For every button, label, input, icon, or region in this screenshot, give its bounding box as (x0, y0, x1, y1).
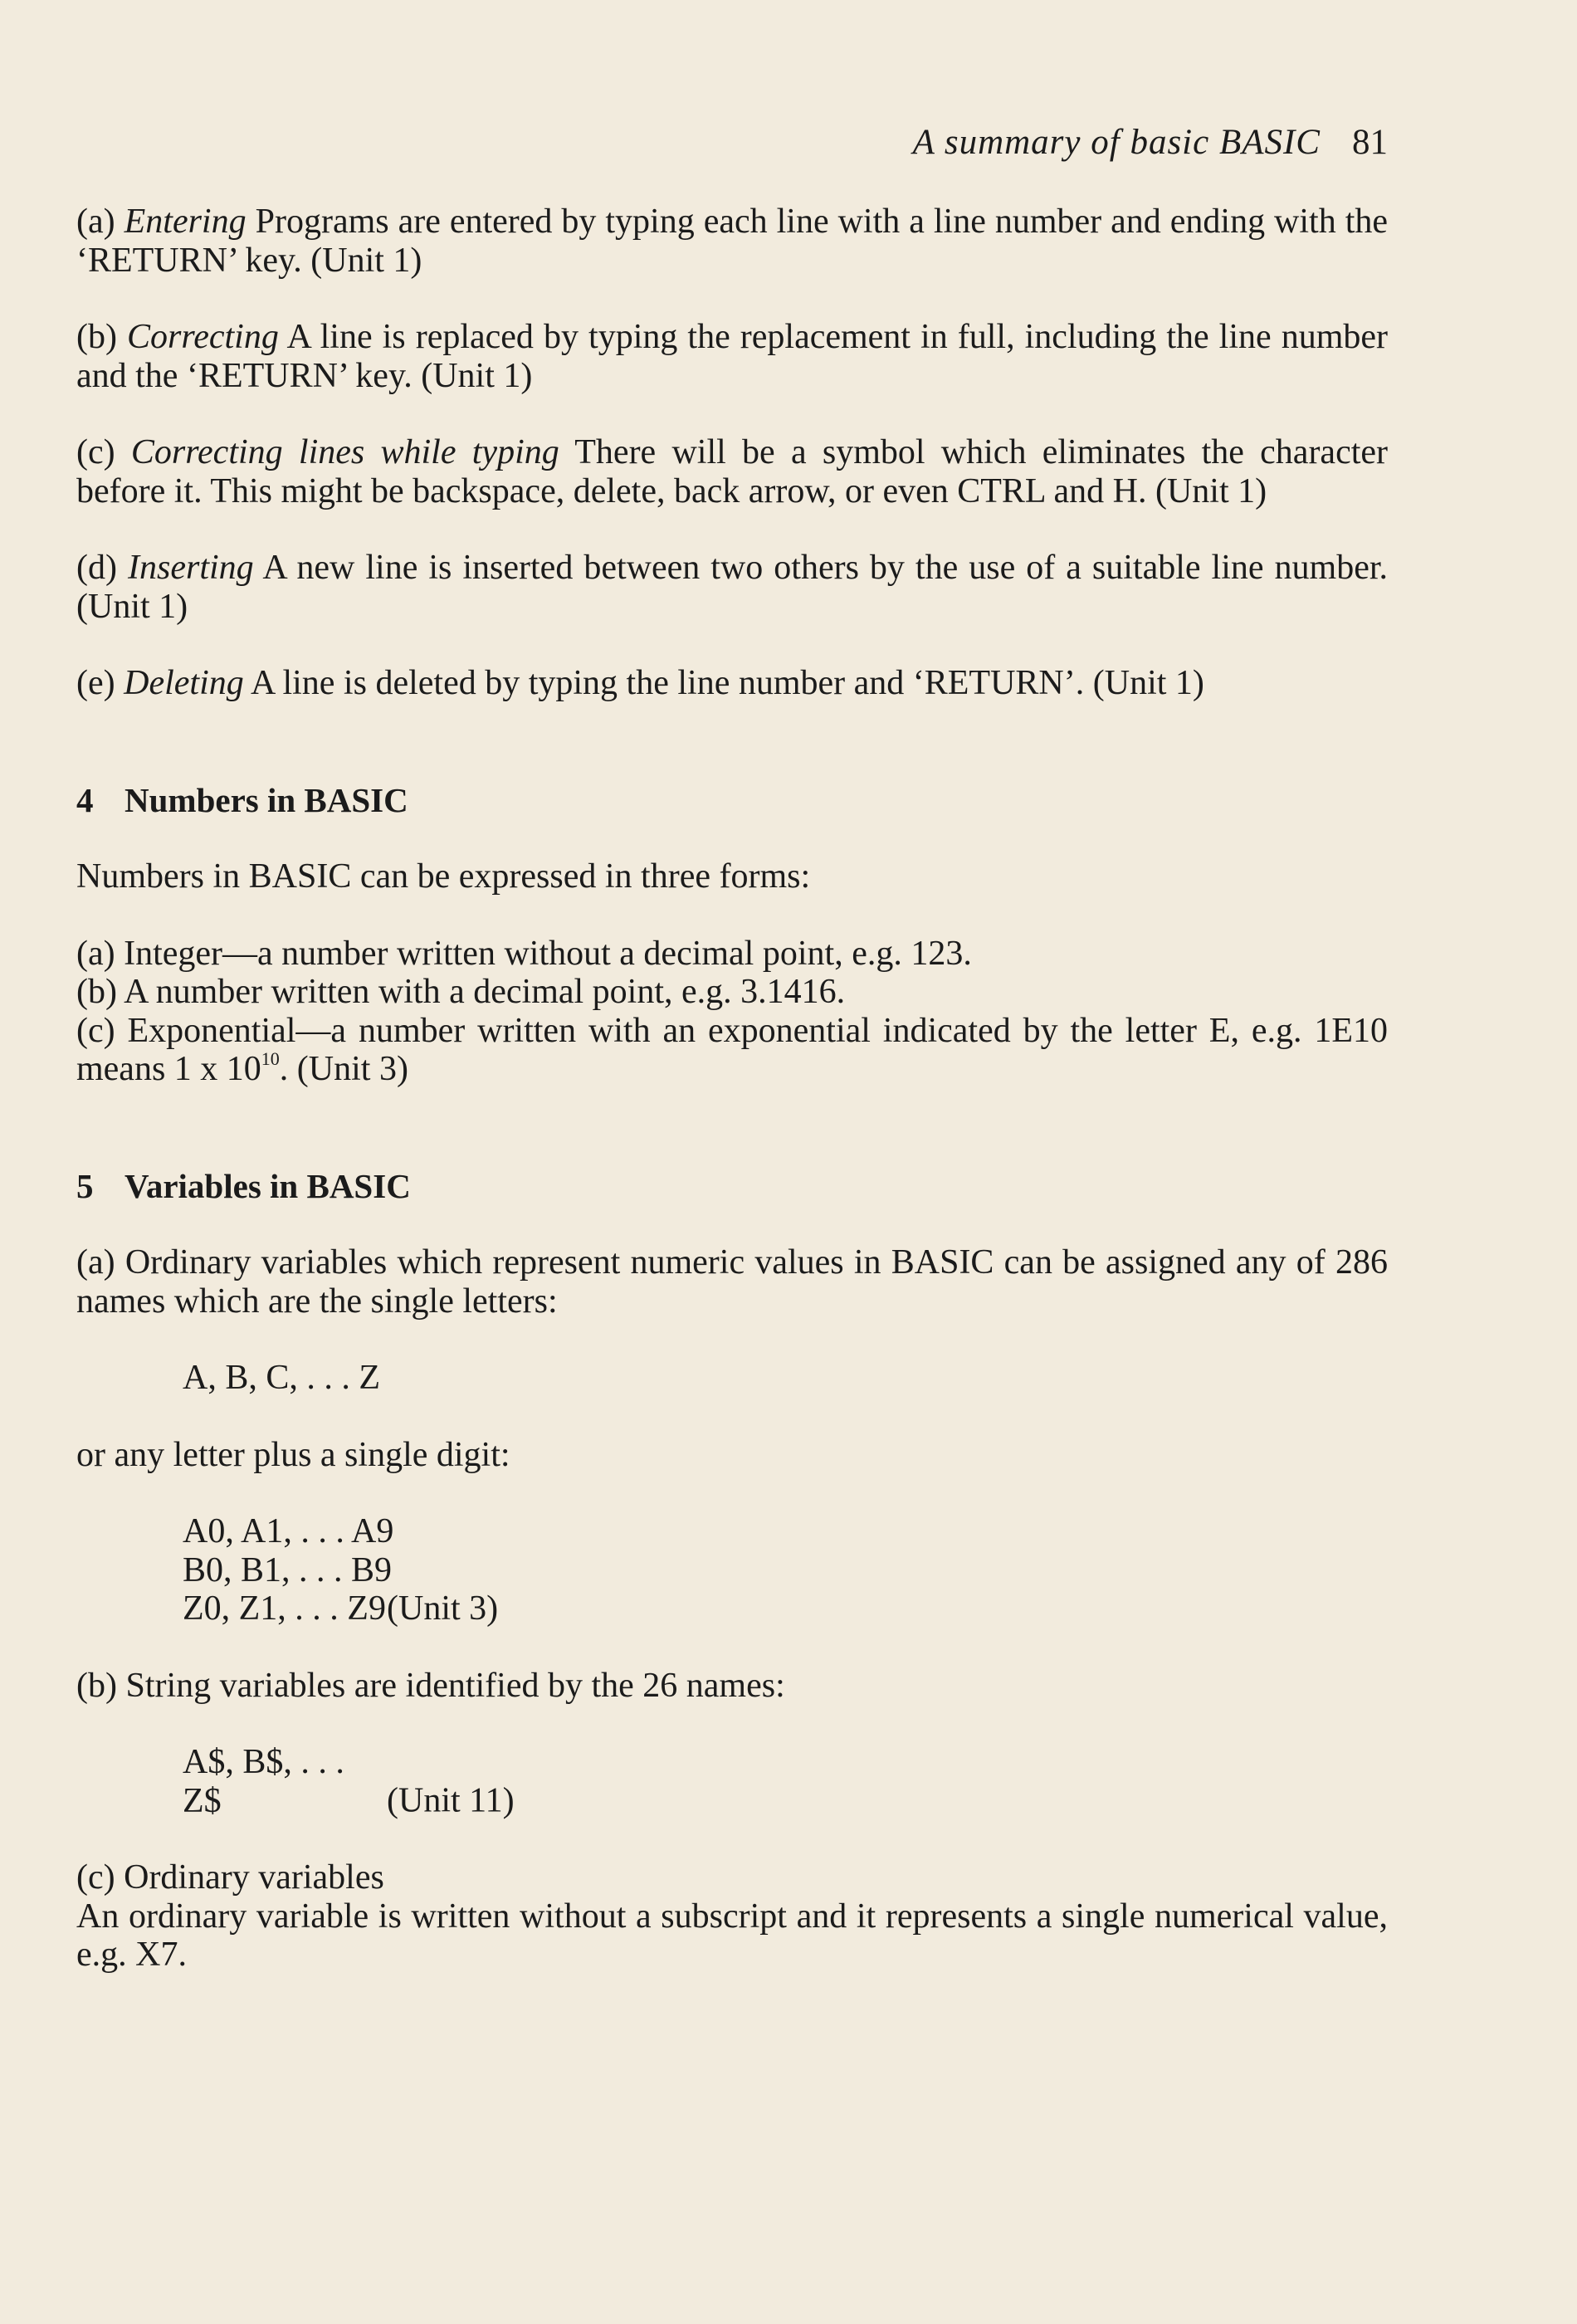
list-item-deleting (76, 664, 1388, 703)
item-label: (a) (76, 203, 115, 241)
numbers-intro: Numbers in BASIC can be expressed in three forms: (76, 857, 811, 896)
item-text: Programs are entered by typing each line with a line number and ending with the ‘RETURN’ key. (Unit 1) (76, 203, 1389, 280)
exponential-text: (c) Exponential—a number written with an exponential indicated by the letter E, e.g. 1E10 means 1 x 10 (76, 1011, 1388, 1088)
number-form-exponential (76, 1012, 1388, 1089)
section-heading-numbers (76, 781, 1388, 820)
digit-names-row: A0, A1, . . . A9 (183, 1512, 394, 1550)
item-text: A line is deleted by typing the line number and ‘RETURN’. (Unit 1) (250, 664, 1204, 702)
single-letter-names: A, B, C, . . . Z (183, 1359, 381, 1397)
item-lead: Deleting (124, 664, 244, 702)
variables-item-b: (b) String variables are identified by the 26 names: (76, 1666, 785, 1705)
list-item-correcting-while-typing (76, 433, 1388, 510)
section-title: Numbers in BASIC (124, 780, 408, 819)
page-number: 81 (1352, 123, 1388, 162)
string-names-text: A$, B$, . . . Z$ (183, 1743, 344, 1820)
digit-names-row-text: Z0, Z1, . . . Z9 (183, 1589, 386, 1628)
list-item-inserting (76, 549, 1388, 626)
section-heading-variables (76, 1167, 1388, 1206)
item-label: (b) (76, 318, 117, 356)
section-number: 5 (76, 1166, 94, 1205)
string-variable-names (76, 1743, 1388, 1820)
variables-item-c-heading: (c) Ordinary variables (76, 1858, 384, 1897)
item-text: A new line is inserted between two others by the use of a suitable line number. (Unit 1) (76, 549, 1388, 626)
digit-names-row: B0, B1, . . . B9 (183, 1550, 393, 1589)
item-lead: Correcting lines while typing (130, 433, 559, 471)
page-body (76, 203, 1388, 1975)
exponent: 10 (261, 1048, 280, 1069)
running-header-title: A summary of basic BASIC (912, 123, 1321, 162)
section-number: 4 (76, 780, 94, 819)
variables-item-a: (a) Ordinary variables which represent numeric values in BASIC can be assigned any of 286 names which are the single letters: (76, 1243, 1388, 1321)
digit-names-intro: or any letter plus a single digit: (76, 1435, 510, 1474)
digit-names-row (76, 1589, 1388, 1628)
item-lead: Entering (124, 203, 247, 241)
item-label: (c) (76, 433, 115, 471)
number-form-decimal: (b) A number written with a decimal point, e.g. 3.1416. (76, 973, 846, 1011)
exponential-unit: . (Unit 3) (279, 1050, 408, 1088)
list-item-entering (76, 203, 1388, 280)
item-lead: Correcting (127, 318, 279, 356)
item-label: (d) (76, 549, 117, 587)
unit-reference: (Unit 11) (387, 1781, 515, 1820)
section-title: Variables in BASIC (124, 1166, 411, 1205)
unit-reference: (Unit 3) (387, 1589, 499, 1628)
list-item-correcting (76, 318, 1388, 395)
item-text: A line is replaced by typing the replacement in full, including the line number and the ‘RETURN’ key. (Unit 1) (76, 318, 1389, 395)
variables-item-c-text: An ordinary variable is written without a subscript and it represents a single numerical value, e.g. X7. (76, 1897, 1388, 1974)
item-text: There will be a symbol which eliminates the character before it. This might be backspace, delete, back arrow, or even CTRL and H. (Unit 1) (76, 433, 1389, 510)
number-form-integer: (a) Integer—a number written without a decimal point, e.g. 123. (76, 934, 972, 973)
running-header (0, 118, 1388, 168)
item-lead: Inserting (128, 549, 254, 587)
item-label: (e) (76, 664, 115, 702)
